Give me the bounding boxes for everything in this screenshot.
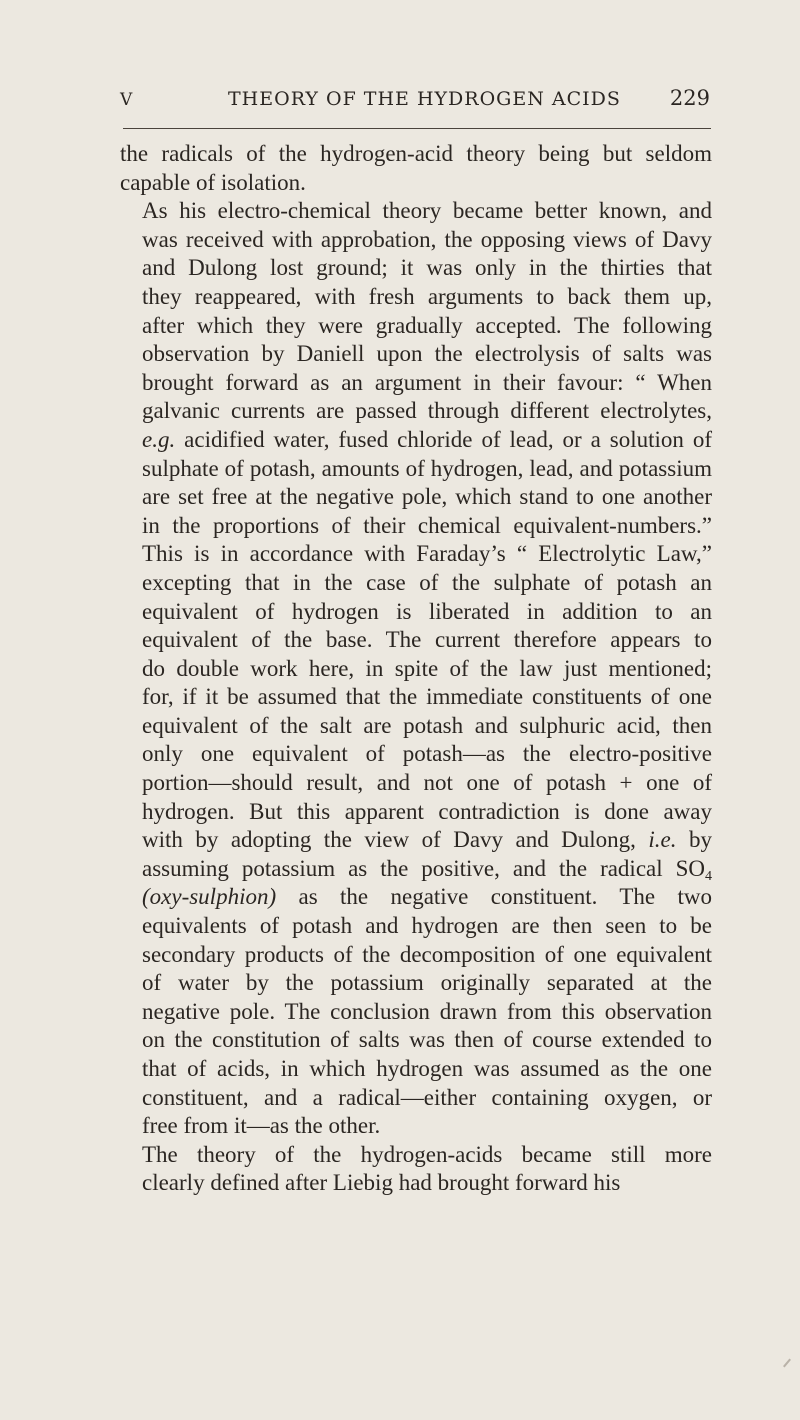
paragraph-3 bbox=[120, 1141, 712, 1198]
text-line: equivalent of the salt are potash and sulphuric acid, then bbox=[142, 712, 712, 738]
text-line: This is in accordance with Faraday’s “ Electrolytic Law,” bbox=[142, 541, 712, 567]
text-line: assuming potassium as the positive, and the radical SO bbox=[142, 855, 705, 881]
text-line: brought forward as an argument in their favour: “ When bbox=[142, 369, 712, 395]
text-line: constituent, and a radical—either containing oxygen, or bbox=[142, 1084, 712, 1110]
text-line: secondary products of the decomposition of one equivalent bbox=[142, 941, 712, 967]
text-line: The theory of the hydrogen-acids became still more bbox=[142, 1141, 712, 1167]
text-line: sulphate of potash, amounts of hydrogen, lead, and potassium bbox=[142, 455, 712, 481]
text-line: with by adopting the view of Davy and Dulong, i.e. by bbox=[142, 827, 713, 853]
page-mark bbox=[783, 1359, 791, 1368]
text-line: equivalent of hydrogen is liberated in addition to an bbox=[142, 598, 712, 624]
text-line: they reappeared, with fresh arguments to back them up, bbox=[142, 283, 712, 309]
body-text bbox=[120, 140, 712, 1198]
formula-line bbox=[120, 855, 712, 884]
text-line: in the proportions of their chemical equivalent-numbers.” bbox=[142, 512, 712, 538]
text-line: e.g. acidified water, fused chloride of lead, or a solution of bbox=[142, 426, 712, 452]
text-line: capable of isolation. bbox=[120, 169, 306, 195]
text-line: As his electro-chemical theory became better known, and bbox=[142, 198, 712, 224]
text-line: hydrogen. But this apparent contradiction is done away bbox=[142, 798, 712, 824]
text-line: was received with approbation, the opposing views of Davy bbox=[142, 226, 712, 252]
chapter-number: V bbox=[120, 90, 134, 110]
text-line: observation by Daniell upon the electrolysis of salts was bbox=[142, 341, 712, 367]
text-line: equivalents of potash and hydrogen are then seen to be bbox=[142, 913, 712, 939]
text-line: for, if it be assumed that the immediate constituents of one bbox=[142, 684, 712, 710]
text-line: do double work here, in spite of the law just mentioned; bbox=[142, 655, 712, 681]
running-head bbox=[120, 88, 710, 114]
text-line: are set free at the negative pole, which stand to one another bbox=[142, 484, 712, 510]
text-line: negative pole. The conclusion drawn from this observation bbox=[142, 998, 712, 1024]
text-line: on the constitution of salts was then of course extended to bbox=[142, 1027, 712, 1053]
text-line: free from it—as the other. bbox=[142, 1113, 381, 1139]
text-line: and Dulong lost ground; it was only in the thirties that bbox=[142, 255, 712, 281]
text-line: after which they were gradually accepted. The following bbox=[142, 312, 712, 338]
text-line: portion—should result, and not one of potash + one of bbox=[142, 770, 712, 796]
paragraph-1 bbox=[120, 140, 712, 197]
paragraph-2 bbox=[120, 197, 712, 1141]
text-line: of water by the potassium originally separated at the bbox=[142, 970, 712, 996]
formula-subscript: 4 bbox=[705, 868, 712, 884]
text-line: excepting that in the case of the sulphate of potash an bbox=[142, 569, 712, 595]
text-line: that of acids, in which hydrogen was assumed as the one bbox=[142, 1056, 712, 1081]
text-line: galvanic currents are passed through different electrolytes, bbox=[142, 398, 712, 424]
text-line: equivalent of the base. The current therefore appears to bbox=[142, 627, 712, 653]
text-line: (oxy-sulphion) as the negative constituent. The two bbox=[142, 884, 712, 910]
text-line: the radicals of the hydrogen-acid theory being but seldom bbox=[120, 141, 712, 166]
text-line: only one equivalent of potash—as the electro-positive bbox=[142, 741, 712, 767]
page-number: 229 bbox=[669, 86, 710, 110]
text-line: clearly defined after Liebig had brought forward his bbox=[142, 1170, 621, 1196]
running-title: THEORY OF THE HYDROGEN ACIDS bbox=[228, 88, 621, 110]
header-rule bbox=[123, 128, 711, 129]
